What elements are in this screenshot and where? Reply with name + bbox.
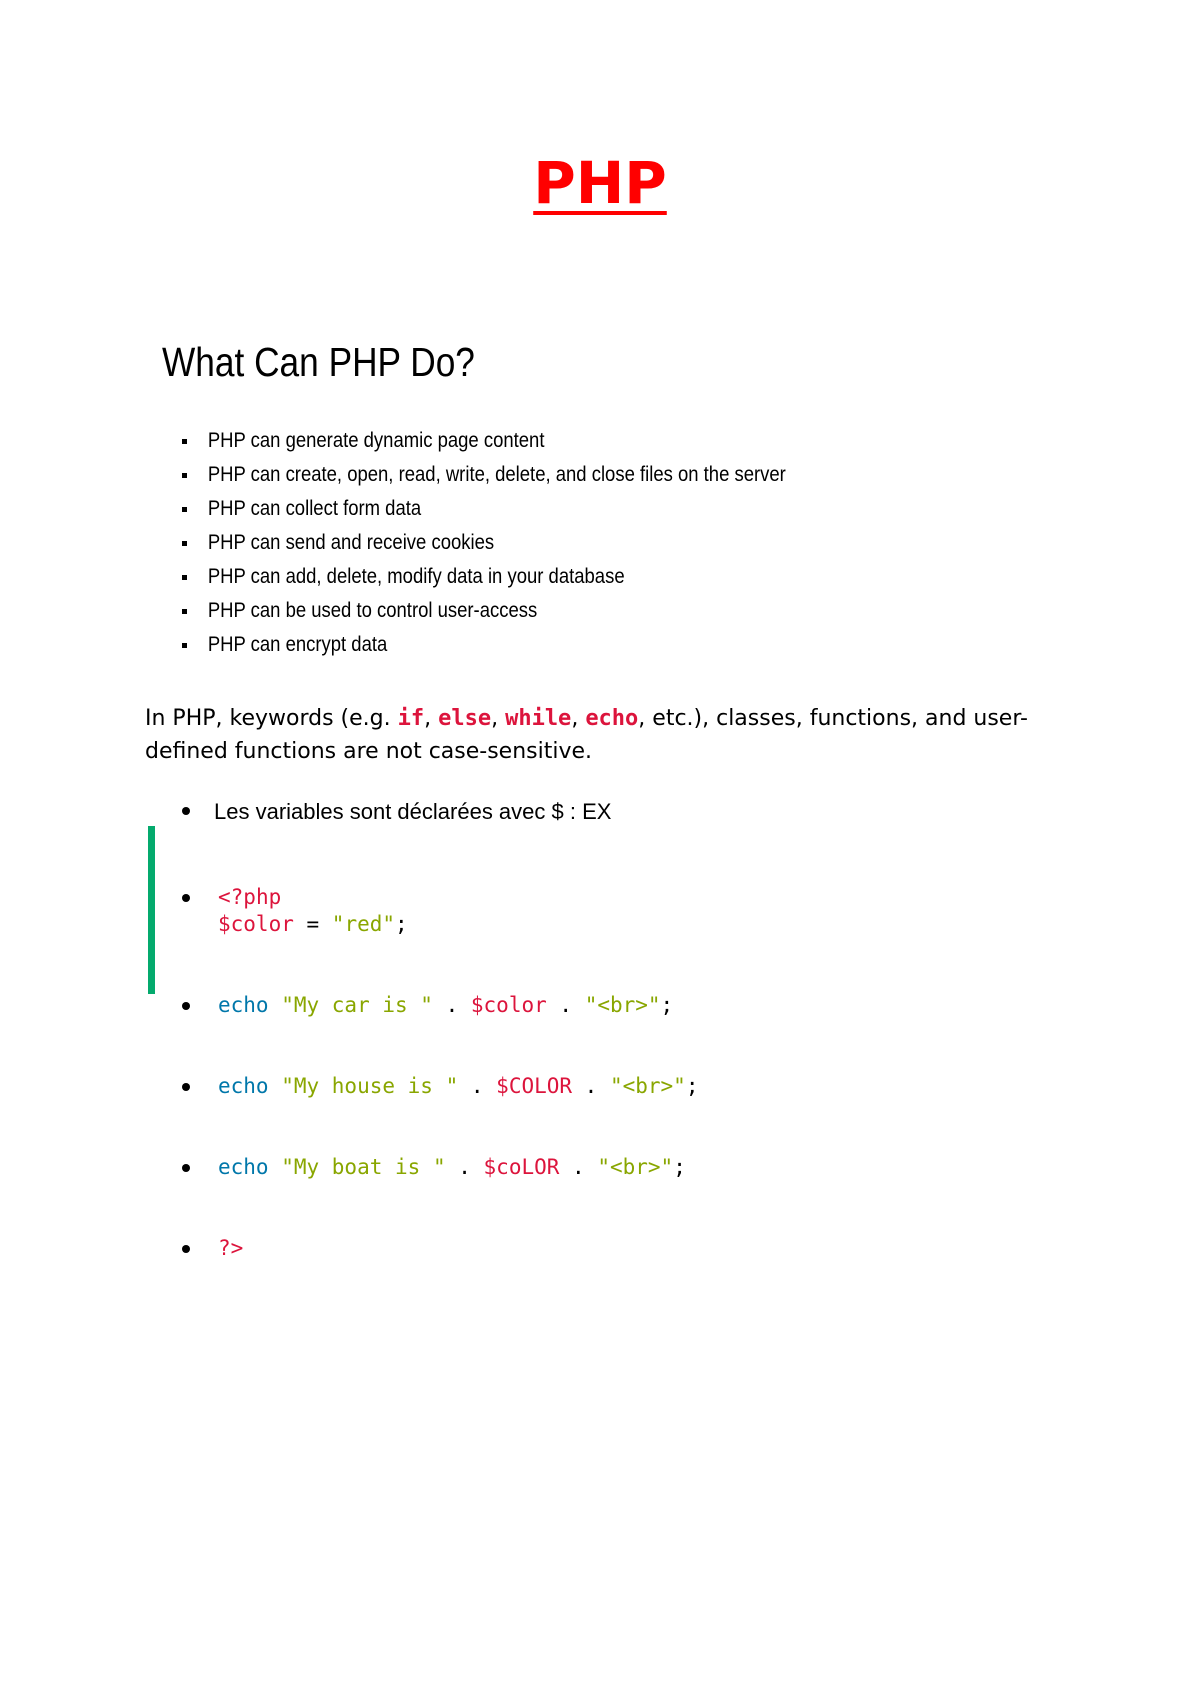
bullet-icon	[182, 1002, 190, 1010]
keyword-else: else	[438, 706, 492, 731]
bullet-icon	[182, 643, 187, 648]
section-heading: What Can PHP Do?	[162, 339, 475, 385]
bullet-icon	[182, 1164, 190, 1172]
list-item: PHP can encrypt data	[192, 628, 867, 662]
bullet-icon	[182, 473, 187, 478]
code-example	[182, 830, 698, 1289]
variables-note: Les variables sont déclarées avec $ : EX	[182, 796, 611, 828]
bullet-icon	[182, 507, 187, 512]
code-line: echo "My car is " . $color . "<br>";	[182, 992, 698, 1019]
page-title	[0, 148, 1200, 218]
list-item: PHP can collect form data	[192, 492, 867, 526]
code-line: ?>	[182, 1235, 698, 1262]
code-block-accent-bar	[148, 826, 155, 994]
list-item: PHP can add, delete, modify data in your database	[192, 560, 867, 594]
list-item: PHP can create, open, read, write, delete, and close files on the server	[192, 458, 867, 492]
code-line: echo "My boat is " . $coLOR . "<br>";	[182, 1154, 698, 1181]
bullet-icon	[182, 609, 187, 614]
bullet-icon	[182, 541, 187, 546]
keyword-echo: echo	[585, 706, 639, 731]
feature-list	[192, 424, 867, 662]
list-item: PHP can send and receive cookies	[192, 526, 867, 560]
bullet-icon	[182, 1245, 190, 1253]
keyword-while: while	[505, 706, 572, 731]
bullet-icon	[182, 807, 190, 815]
bullet-icon	[182, 439, 187, 444]
list-item: PHP can be used to control user-access	[192, 594, 867, 628]
list-item: PHP can generate dynamic page content	[192, 424, 867, 458]
code-line: <?php $color = "red";	[182, 884, 698, 938]
bullet-icon	[182, 575, 187, 580]
case-sensitivity-paragraph: In PHP, keywords (e.g. if, else, while, echo, etc.), classes, functions, and user-defined functions are not case-sensitive.	[145, 706, 1028, 764]
bullet-icon	[182, 894, 190, 902]
code-line: echo "My house is " . $COLOR . "<br>";	[182, 1073, 698, 1100]
bullet-icon	[182, 1083, 190, 1091]
page-title-text: PHP	[533, 149, 667, 217]
keyword-if: if	[397, 706, 425, 731]
